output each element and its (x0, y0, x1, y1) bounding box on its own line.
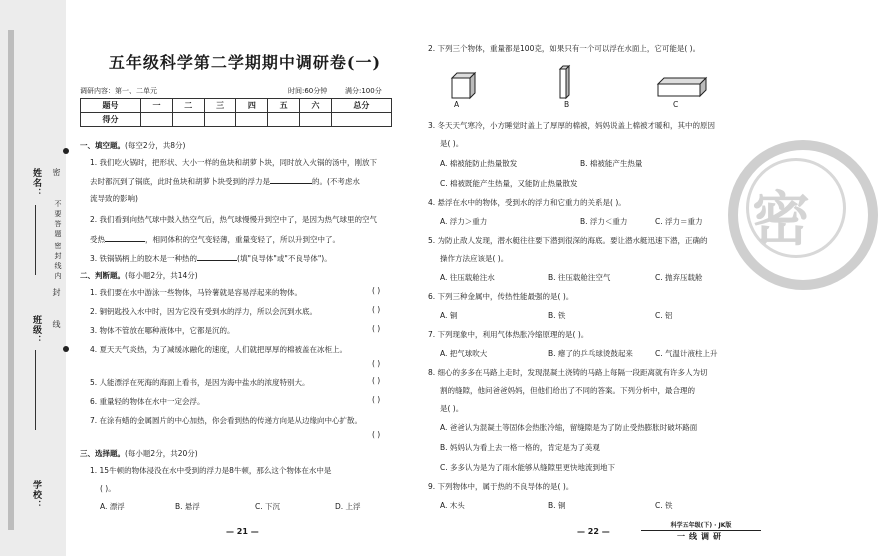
section-2-title: 二、判断题。 (80, 271, 125, 280)
fill-q2-blank[interactable] (105, 232, 145, 242)
judge-q4: 4. 夏天天气炎热，为了减缓冰融化的速度，人们就把厚厚的棉被盖在冰柜上。 (90, 345, 348, 354)
section-3-note: (每小题2分，共20分) (125, 449, 198, 458)
choice-q8-option-a[interactable]: A. 爸爸认为混凝土等固体会热胀冷缩，留缝隙是为了防止受热膨胀时破坏路面 (440, 423, 698, 432)
judge-q5-answer[interactable]: ( ) (372, 376, 381, 385)
fill-q2-text: 受热 (90, 235, 105, 244)
page-number-right: — 22 — (577, 527, 610, 536)
choice-q8-line2: 割的缝隙，他问爸爸妈妈，但他们给出了不同的答案。下列分析中，最合理的 (440, 386, 695, 395)
choice-q9-option-a[interactable]: A. 木头 (440, 501, 465, 510)
judge-q6-answer[interactable]: ( ) (372, 395, 381, 404)
choice-q1-option-b[interactable]: B. 悬浮 (175, 502, 200, 511)
flat-slab-figure (658, 78, 706, 96)
section-2-heading (80, 270, 198, 281)
choice-q4-option-c[interactable]: C. 浮力＝重力 (655, 217, 703, 226)
fill-q3-tail: (填"良导体"或"不良导体")。 (237, 254, 332, 263)
school-label: 学校： (31, 480, 41, 510)
fill-q1-tail: 的。(不考虑水 (312, 177, 360, 186)
score-table-cell: 六 (300, 99, 332, 113)
score-table-cell: 题号 (81, 99, 141, 113)
choice-q3-option-b[interactable]: B. 棉被能产生热量 (580, 159, 643, 168)
fill-q1-line3: 流导致的影响) (90, 194, 138, 203)
choice-q4-option-a[interactable]: A. 浮力＞重力 (440, 217, 488, 226)
choice-q1-line2: ( )。 (100, 484, 116, 493)
choice-q6-option-c[interactable]: C. 铝 (655, 311, 673, 320)
class-line (35, 350, 36, 430)
choice-q3-line2: 是( )。 (440, 139, 464, 148)
footer-brand-name: 一线调研 (677, 532, 725, 541)
choice-q1-line1: 1. 15牛顿的物体浸没在水中受到的浮力是8牛顿，那么这个物体在水中是 (90, 466, 332, 475)
cut-feng-char: 封 (52, 288, 61, 302)
choice-q1-option-c[interactable]: C. 下沉 (255, 502, 281, 511)
section-2-note: (每小题2分，共14分) (125, 271, 198, 280)
scope-label: 调研内容：第一、二单元 (80, 87, 157, 95)
choice-q6-option-b[interactable]: B. 铁 (548, 311, 566, 320)
secret-stamp-char: 密 (752, 185, 811, 253)
score-table-cell: 四 (236, 99, 268, 113)
choice-q7-option-b[interactable]: B. 瘪了的乒乓球烫鼓起来 (548, 349, 633, 358)
judge-q3-answer[interactable]: ( ) (372, 324, 381, 333)
choice-q4: 4. 悬浮在水中的物体，受到水的浮力和它重力的关系是( )。 (428, 198, 626, 207)
page-number-left: — 21 — (226, 527, 259, 536)
judge-q1-answer[interactable]: ( ) (372, 286, 381, 295)
footer-edition: 科学五年级(下) · JK版 (641, 520, 761, 531)
fill-q1-line2 (90, 174, 360, 189)
name-line (35, 205, 36, 275)
choice-q1-option-d[interactable]: D. 上浮 (335, 502, 361, 511)
score-total-label: 满分:100分 (345, 87, 382, 95)
section-1-note: (每空2分，共8分) (125, 141, 186, 150)
choice-q2-option-c[interactable]: C (673, 100, 679, 109)
fill-q3-blank[interactable] (197, 251, 237, 261)
score-table-cell: 三 (204, 99, 236, 113)
judge-q2: 2. 铜钥匙投入水中时，因为它没有受到水的浮力，所以会沉到水底。 (90, 307, 318, 316)
fill-q3-text: 3. 铁锅锅柄上的胶木是一种热的 (90, 254, 198, 263)
name-label: 姓名： (31, 168, 41, 198)
cut-warning-2: 密封线内 (54, 242, 62, 282)
section-3-heading (80, 448, 198, 459)
judge-q5: 5. 人能漂浮在死海的海面上看书，是因为海中盐水的浓度特别大。 (90, 378, 310, 387)
judge-q3: 3. 物体不管放在哪种液体中，它都是沉的。 (90, 326, 235, 335)
score-table (80, 98, 392, 127)
choice-q3-option-a[interactable]: A. 棉被能防止热量散发 (440, 159, 518, 168)
choice-q8-line1: 8. 细心的多多在马路上走时，发现混凝土浇铸的马路上每隔一段距离就有许多人为切 (428, 368, 708, 377)
class-label: 班级： (31, 315, 41, 345)
fill-q2-line2 (90, 232, 340, 247)
score-table-cell: 一 (141, 99, 173, 113)
choice-q5-option-b[interactable]: B. 往压载舱注空气 (548, 273, 611, 282)
fill-q3-line (90, 251, 332, 266)
judge-q1: 1. 我们要在水中游泳一些物体，马铃薯就是容易浮起来的物体。 (90, 288, 303, 297)
footer-brand (641, 520, 761, 540)
margin-strip (8, 30, 14, 530)
choice-q2-option-a[interactable]: A (454, 100, 460, 109)
binding-hole (63, 346, 69, 352)
choice-q8-line3: 是( )。 (440, 404, 464, 413)
fill-q1-text: 去时都沉到了锅底，此时鱼块和胡萝卜块受到的浮力是 (90, 177, 270, 186)
score-input-cell[interactable] (331, 113, 391, 127)
section-3-title: 三、选择题。 (80, 449, 125, 458)
score-table-score-row (81, 113, 392, 127)
score-input-cell[interactable] (268, 113, 300, 127)
choice-q8-option-b[interactable]: B. 妈妈认为看上去一格一格的，肯定是为了美观 (440, 443, 600, 452)
choice-q2: 2. 下列三个物体，重量都是100克，如果只有一个可以浮在水面上，它可能是( )。 (428, 44, 701, 53)
choice-q9: 9. 下列物体中，属于热的不良导体的是( )。 (428, 482, 574, 491)
choice-q5-line1: 5. 为防止敌人发现，潜水艇往往要下潜到很深的海底。要让潜水艇迅速下潜，正确的 (428, 236, 708, 245)
fill-q1-blank[interactable] (270, 174, 312, 184)
score-input-cell[interactable] (300, 113, 332, 127)
time-label: 时间:60分钟 (288, 87, 328, 95)
judge-q7-answer[interactable]: ( ) (372, 430, 381, 439)
fill-q2-line1: 2. 我们看到向热气球中鼓入热空气后，热气球慢慢升到空中了，是因为热气球里的空气 (90, 215, 378, 224)
binding-hole (63, 148, 69, 154)
choice-q7: 7. 下列现象中，利用气体热胀冷缩原理的是( )。 (428, 330, 589, 339)
choice-q3-line1: 3. 冬天天气寒冷，小方睡觉时盖上了厚厚的棉被，妈妈说盖上棉被才暖和，其中的原因 (428, 121, 716, 130)
choice-q2-figures (448, 64, 748, 108)
cut-warning-1: 不要答题 (54, 200, 62, 240)
choice-q6-option-a[interactable]: A. 铜 (440, 311, 458, 320)
choice-q9-option-b[interactable]: B. 铜 (548, 501, 566, 510)
score-input-cell[interactable] (141, 113, 173, 127)
cut-seal-char: 密 (52, 168, 61, 182)
score-input-cell[interactable] (204, 113, 236, 127)
section-1-title: 一、填空题。 (80, 141, 125, 150)
score-table-cell: 总分 (331, 99, 391, 113)
choice-q4-option-b[interactable]: B. 浮力＜重力 (580, 217, 628, 226)
choice-q2-option-b[interactable]: B (564, 100, 570, 109)
fill-q2-tail: ，相同体积的空气变轻薄，重量变轻了，所以升到空中了。 (145, 235, 340, 244)
choice-q9-option-c[interactable]: C. 铁 (655, 501, 673, 510)
score-table-cell: 二 (172, 99, 204, 113)
section-1-heading (80, 140, 185, 151)
score-input-cell[interactable] (172, 113, 204, 127)
score-table-cell: 得分 (81, 113, 141, 127)
judge-q7: 7. 在涂有蜡的金属圆片的中心加热，你会看到热的传递方向是从边缘向中心扩散。 (90, 416, 363, 425)
tall-prism-figure (560, 66, 569, 98)
judge-q4-answer[interactable]: ( ) (372, 359, 381, 368)
choice-q5-line2: 操作方法应该是( )。 (440, 254, 509, 263)
choice-q7-option-a[interactable]: A. 把气球吹大 (440, 349, 488, 358)
judge-q6: 6. 重量轻的物体在水中一定会浮。 (90, 397, 205, 406)
cut-xian-char: 线 (52, 320, 61, 334)
score-table-header-row (81, 99, 392, 113)
choice-q8-option-c[interactable]: C. 多多认为是为了雨水能够从缝隙里更快地流到地下 (440, 463, 616, 472)
choice-q3-option-c[interactable]: C. 棉被既能产生热量，又能防止热量散发 (440, 179, 578, 188)
page-title: 五年级科学第二学期期中调研卷(一) (108, 53, 382, 72)
judge-q2-answer[interactable]: ( ) (372, 305, 381, 314)
choice-q1-option-a[interactable]: A. 漂浮 (100, 502, 125, 511)
cube-figure (452, 73, 475, 98)
score-table-cell: 五 (268, 99, 300, 113)
score-input-cell[interactable] (236, 113, 268, 127)
choice-q5-option-a[interactable]: A. 往压载舱注水 (440, 273, 495, 282)
choice-q7-option-c[interactable]: C. 气温计液柱上升 (655, 349, 718, 358)
fill-q1-line1: 1. 我们吃火锅时，把形状、大小一样的鱼块和胡萝卜块，同时放入火锅的汤中，刚放下 (90, 158, 378, 167)
choice-q6: 6. 下列三种金属中，传热性能最强的是( )。 (428, 292, 574, 301)
choice-q5-option-c[interactable]: C. 抛弃压载舱 (655, 273, 703, 282)
